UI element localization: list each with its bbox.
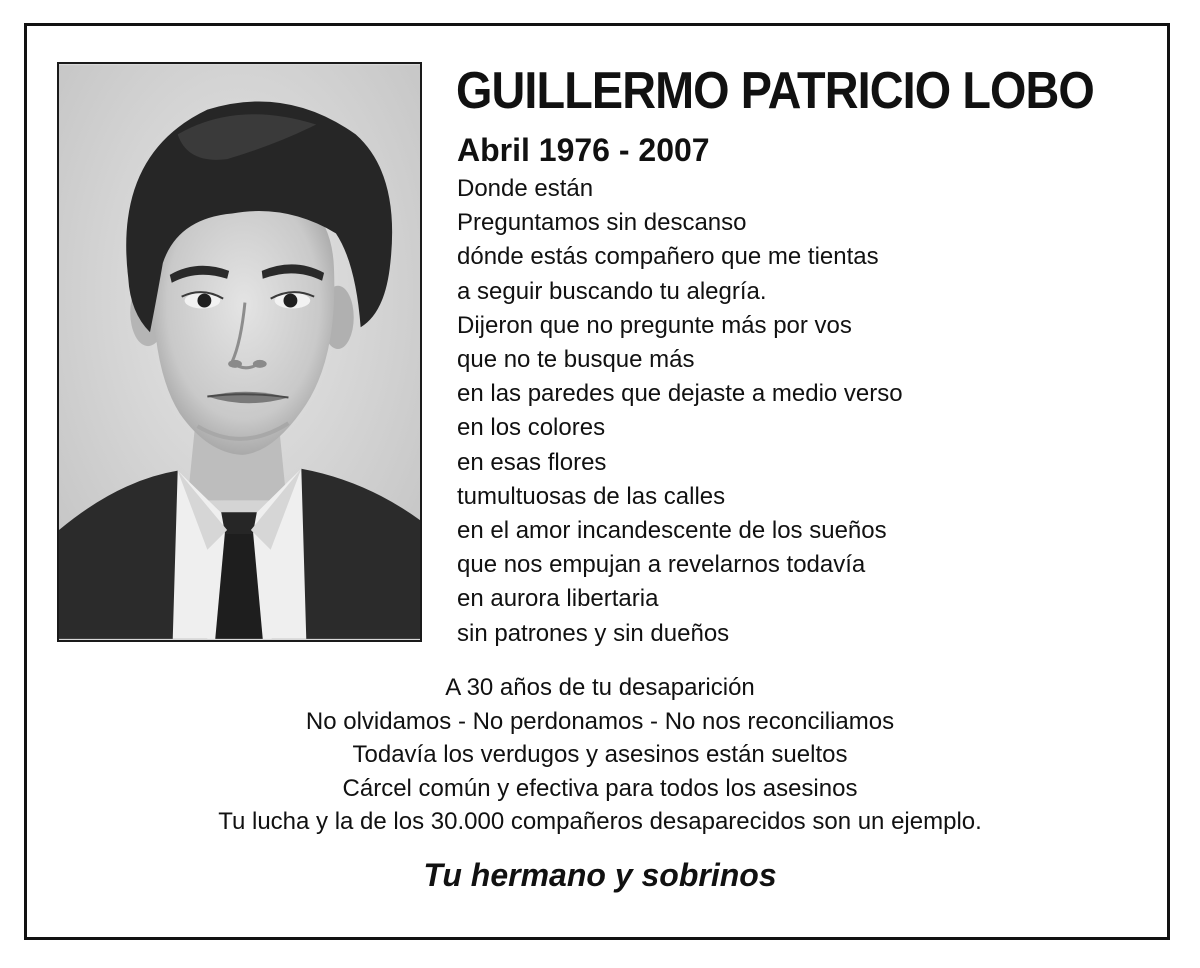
poem (457, 172, 903, 651)
portrait-photo-illustration (59, 64, 420, 640)
portrait-photo (57, 62, 422, 642)
closing-line: No olvidamos - No perdonamos - No nos reconciliamos (305, 707, 895, 735)
person-name: GUILLERMO PATRICIO LOBO (456, 62, 1094, 120)
poem-line: a seguir buscando tu alegría. (457, 277, 767, 305)
disappearance-dates: Abril 1976 - 2007 (457, 132, 710, 168)
closing-line: Tu lucha y la de los 30.000 compañeros desaparecidos son un ejemplo. (218, 808, 982, 835)
poem-line: sin patrones y sin dueños (457, 619, 730, 647)
poem-line: dónde estás compañero que me tientas (457, 243, 879, 271)
poem-line: en los colores (457, 414, 606, 442)
signature: Tu hermano y sobrinos (423, 857, 777, 893)
poem-line: Preguntamos sin descanso (457, 209, 747, 237)
poem-line: Dijeron que no pregunte más por vos (457, 311, 852, 339)
poem-line: en las paredes que dejaste a medio verso (457, 380, 903, 408)
closing-line: Todavía los verdugos y asesinos están sueltos (352, 741, 848, 768)
poem-line: en esas flores (457, 448, 607, 476)
closing-line: Cárcel común y efectiva para todos los asesinos (342, 774, 858, 802)
poem-line: que nos empujan a revelarnos todavía (457, 551, 866, 579)
poem-line: en el amor incandescente de los sueños (457, 517, 887, 545)
closing-statement (60, 671, 1140, 839)
closing-line: A 30 años de tu desaparición (445, 674, 755, 701)
poem-line: tumultuosas de las calles (457, 482, 726, 510)
poem-line: que no te busque más (457, 346, 695, 374)
poem-line: Donde están (457, 175, 594, 202)
poem-line: en aurora libertaria (457, 585, 659, 613)
